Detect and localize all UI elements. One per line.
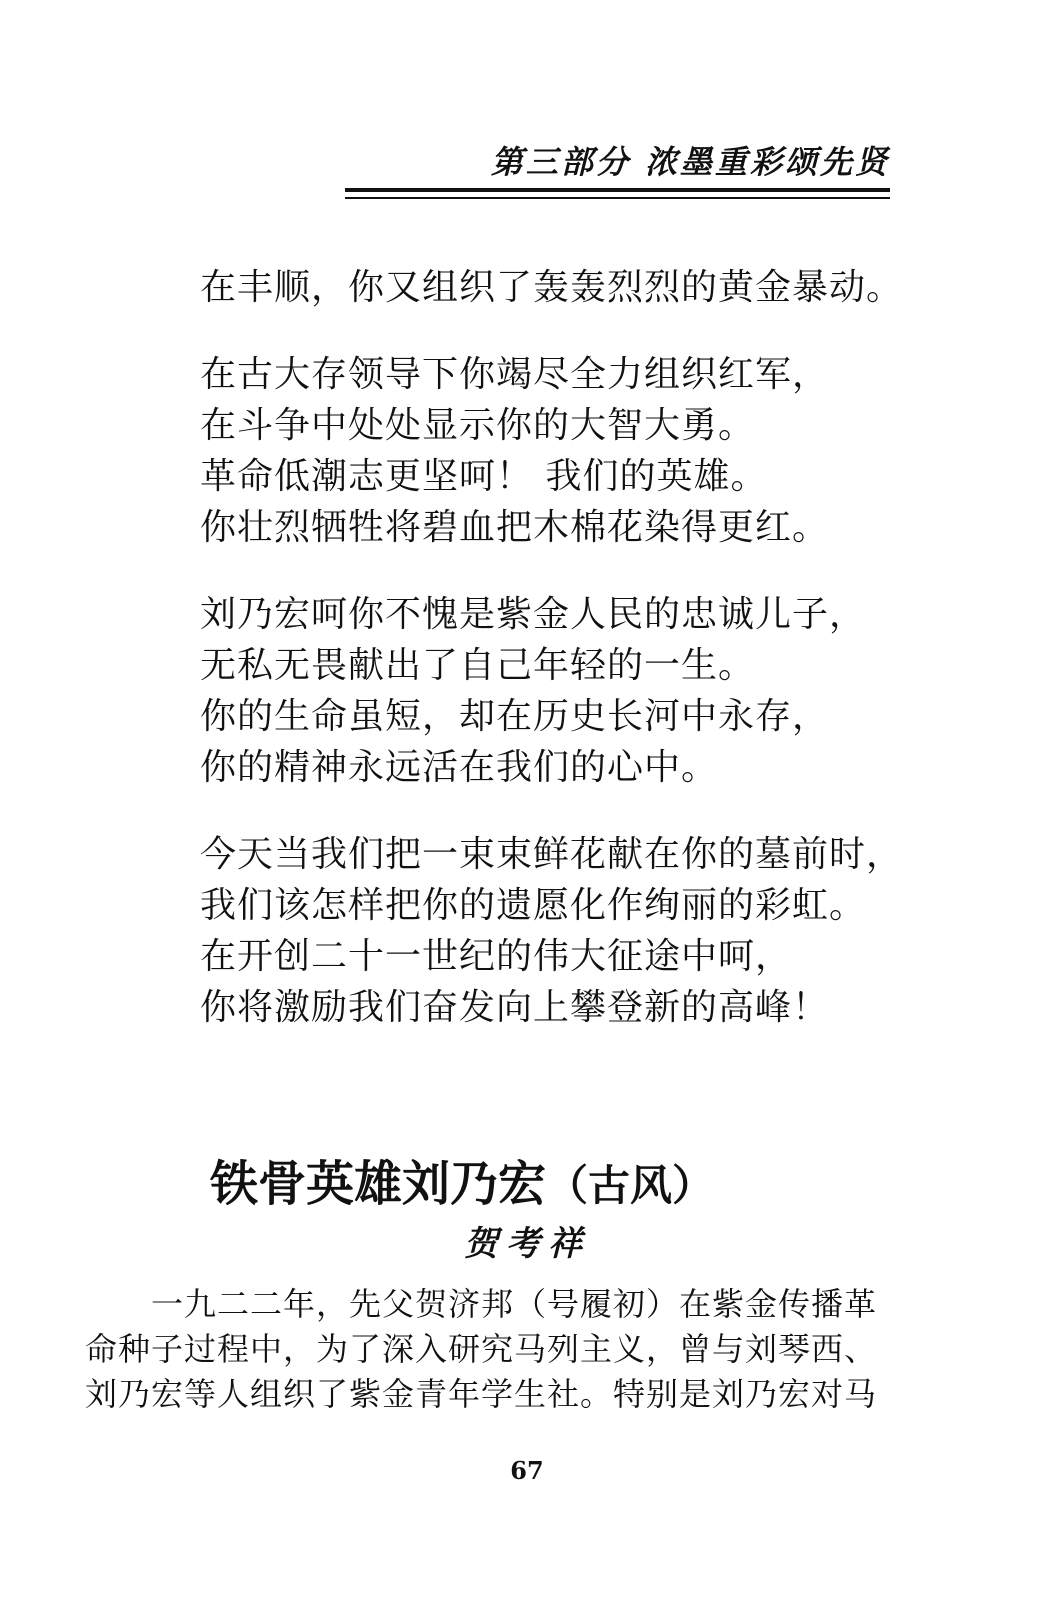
poem-line: 我们该怎样把你的遗愿化作绚丽的彩虹。 bbox=[200, 885, 867, 926]
poem-line: 你的精神永远活在我们的心中。 bbox=[200, 747, 719, 788]
poem-stanza bbox=[200, 349, 900, 553]
article-title-main: 铁骨英雄刘乃宏 bbox=[210, 1156, 547, 1212]
header-rule-thin bbox=[345, 197, 890, 199]
poem bbox=[200, 262, 904, 1069]
body-line: 刘乃宏等人组织了紫金青年学生社。特别是刘乃宏对马 bbox=[85, 1375, 878, 1413]
poem-line: 在古大存领导下你竭尽全力组织红军， bbox=[200, 354, 830, 395]
poem-line: 无私无畏献出了自己年轻的一生。 bbox=[200, 645, 756, 686]
article-author: 贺考祥 bbox=[464, 1224, 590, 1264]
poem-line: 今天当我们把一束束鲜花献在你的墓前时， bbox=[200, 834, 904, 875]
poem-line: 你将激励我们奋发向上攀登新的高峰！ bbox=[200, 987, 830, 1028]
body-line: 一九二二年，先父贺济邦（号履初）在紫金传播革 bbox=[151, 1285, 878, 1323]
poem-line: 革命低潮志更坚呵！ 我们的英雄。 bbox=[200, 456, 768, 497]
poem-stanza bbox=[200, 829, 904, 1033]
poem-line: 刘乃宏呵你不愧是紫金人民的忠诚儿子， bbox=[200, 594, 867, 635]
poem-stanza bbox=[200, 262, 904, 313]
article-body bbox=[85, 1282, 895, 1417]
article-title bbox=[210, 1152, 910, 1218]
poem-stanza bbox=[200, 589, 900, 793]
running-header: 第三部分 浓墨重彩颂先贤 bbox=[490, 143, 890, 181]
body-line: 命种子过程中，为了深入研究马列主义，曾与刘琴西、 bbox=[85, 1330, 878, 1368]
poem-line: 你的生命虽短，却在历史长河中永存， bbox=[200, 696, 830, 737]
poem-line: 你壮烈牺牲将碧血把木棉花染得更红。 bbox=[200, 507, 830, 548]
page-number: 67 bbox=[510, 1456, 544, 1485]
article-title-suffix: （古风） bbox=[546, 1161, 715, 1210]
header-rule-thick bbox=[345, 188, 890, 192]
poem-line: 在斗争中处处显示你的大智大勇。 bbox=[200, 405, 756, 446]
poem-line: 在开创二十一世纪的伟大征途中呵， bbox=[200, 936, 793, 977]
poem-line: 在丰顺，你又组织了轰轰烈烈的黄金暴动。 bbox=[200, 267, 904, 308]
